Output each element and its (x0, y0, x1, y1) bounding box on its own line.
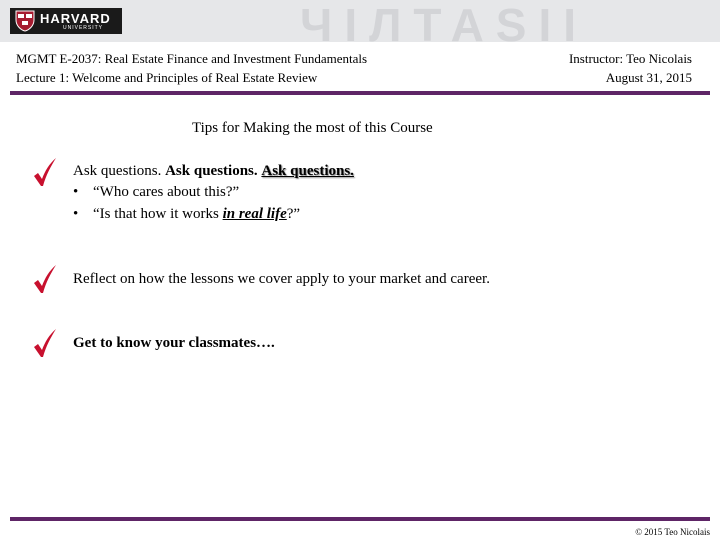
tip-ask-questions (73, 163, 354, 180)
lecture-title: Lecture 1: Welcome and Principles of Real Estate Review (16, 70, 318, 85)
lecture-date: August 31, 2015 (605, 70, 692, 85)
tip-classmates: Get to know your classmates…. (73, 335, 275, 351)
footer-divider (10, 517, 710, 521)
checkmark-icon (33, 157, 57, 187)
tip-reflect: Reflect on how the lessons we cover apply to your market and career. (73, 271, 490, 287)
checkmark-icon (33, 264, 57, 294)
header-divider (10, 91, 710, 95)
course-title: MGMT E-2037: Real Estate Finance and Investment Fundamentals (16, 51, 368, 66)
banner-decoration: ЧІЛТАЅІІ (300, 0, 589, 42)
sub-bullet-real-life (73, 206, 300, 223)
tip-ask-bold: Ask questions. (165, 163, 258, 179)
logo-subtitle: UNIVERSITY (63, 25, 104, 31)
sub-bullet-prefix: “Is that how it works (93, 206, 223, 222)
instructor-name: Instructor: Teo Nicolais (568, 51, 692, 66)
harvard-shield-icon (15, 10, 35, 32)
sub-bullet-suffix: ?” (286, 206, 301, 222)
sub-bullet-text: “Who cares about this?” (93, 184, 240, 200)
tip-ask-bold-underlined: Ask questions. (261, 163, 354, 179)
harvard-logo (10, 8, 122, 34)
header-banner (0, 0, 720, 42)
slide-title: Tips for Making the most of this Course (192, 120, 433, 136)
bullet-marker: • (73, 206, 79, 222)
tip-ask-plain: Ask questions. (73, 163, 162, 179)
sub-bullet-emphasis: in real life (222, 206, 287, 222)
checkmark-icon (33, 328, 57, 358)
copyright-notice: © 2015 Teo Nicolais (635, 527, 710, 537)
bullet-marker: • (73, 184, 79, 200)
logo-wordmark: HARVARD (40, 11, 111, 26)
sub-bullet-who-cares (73, 184, 239, 201)
